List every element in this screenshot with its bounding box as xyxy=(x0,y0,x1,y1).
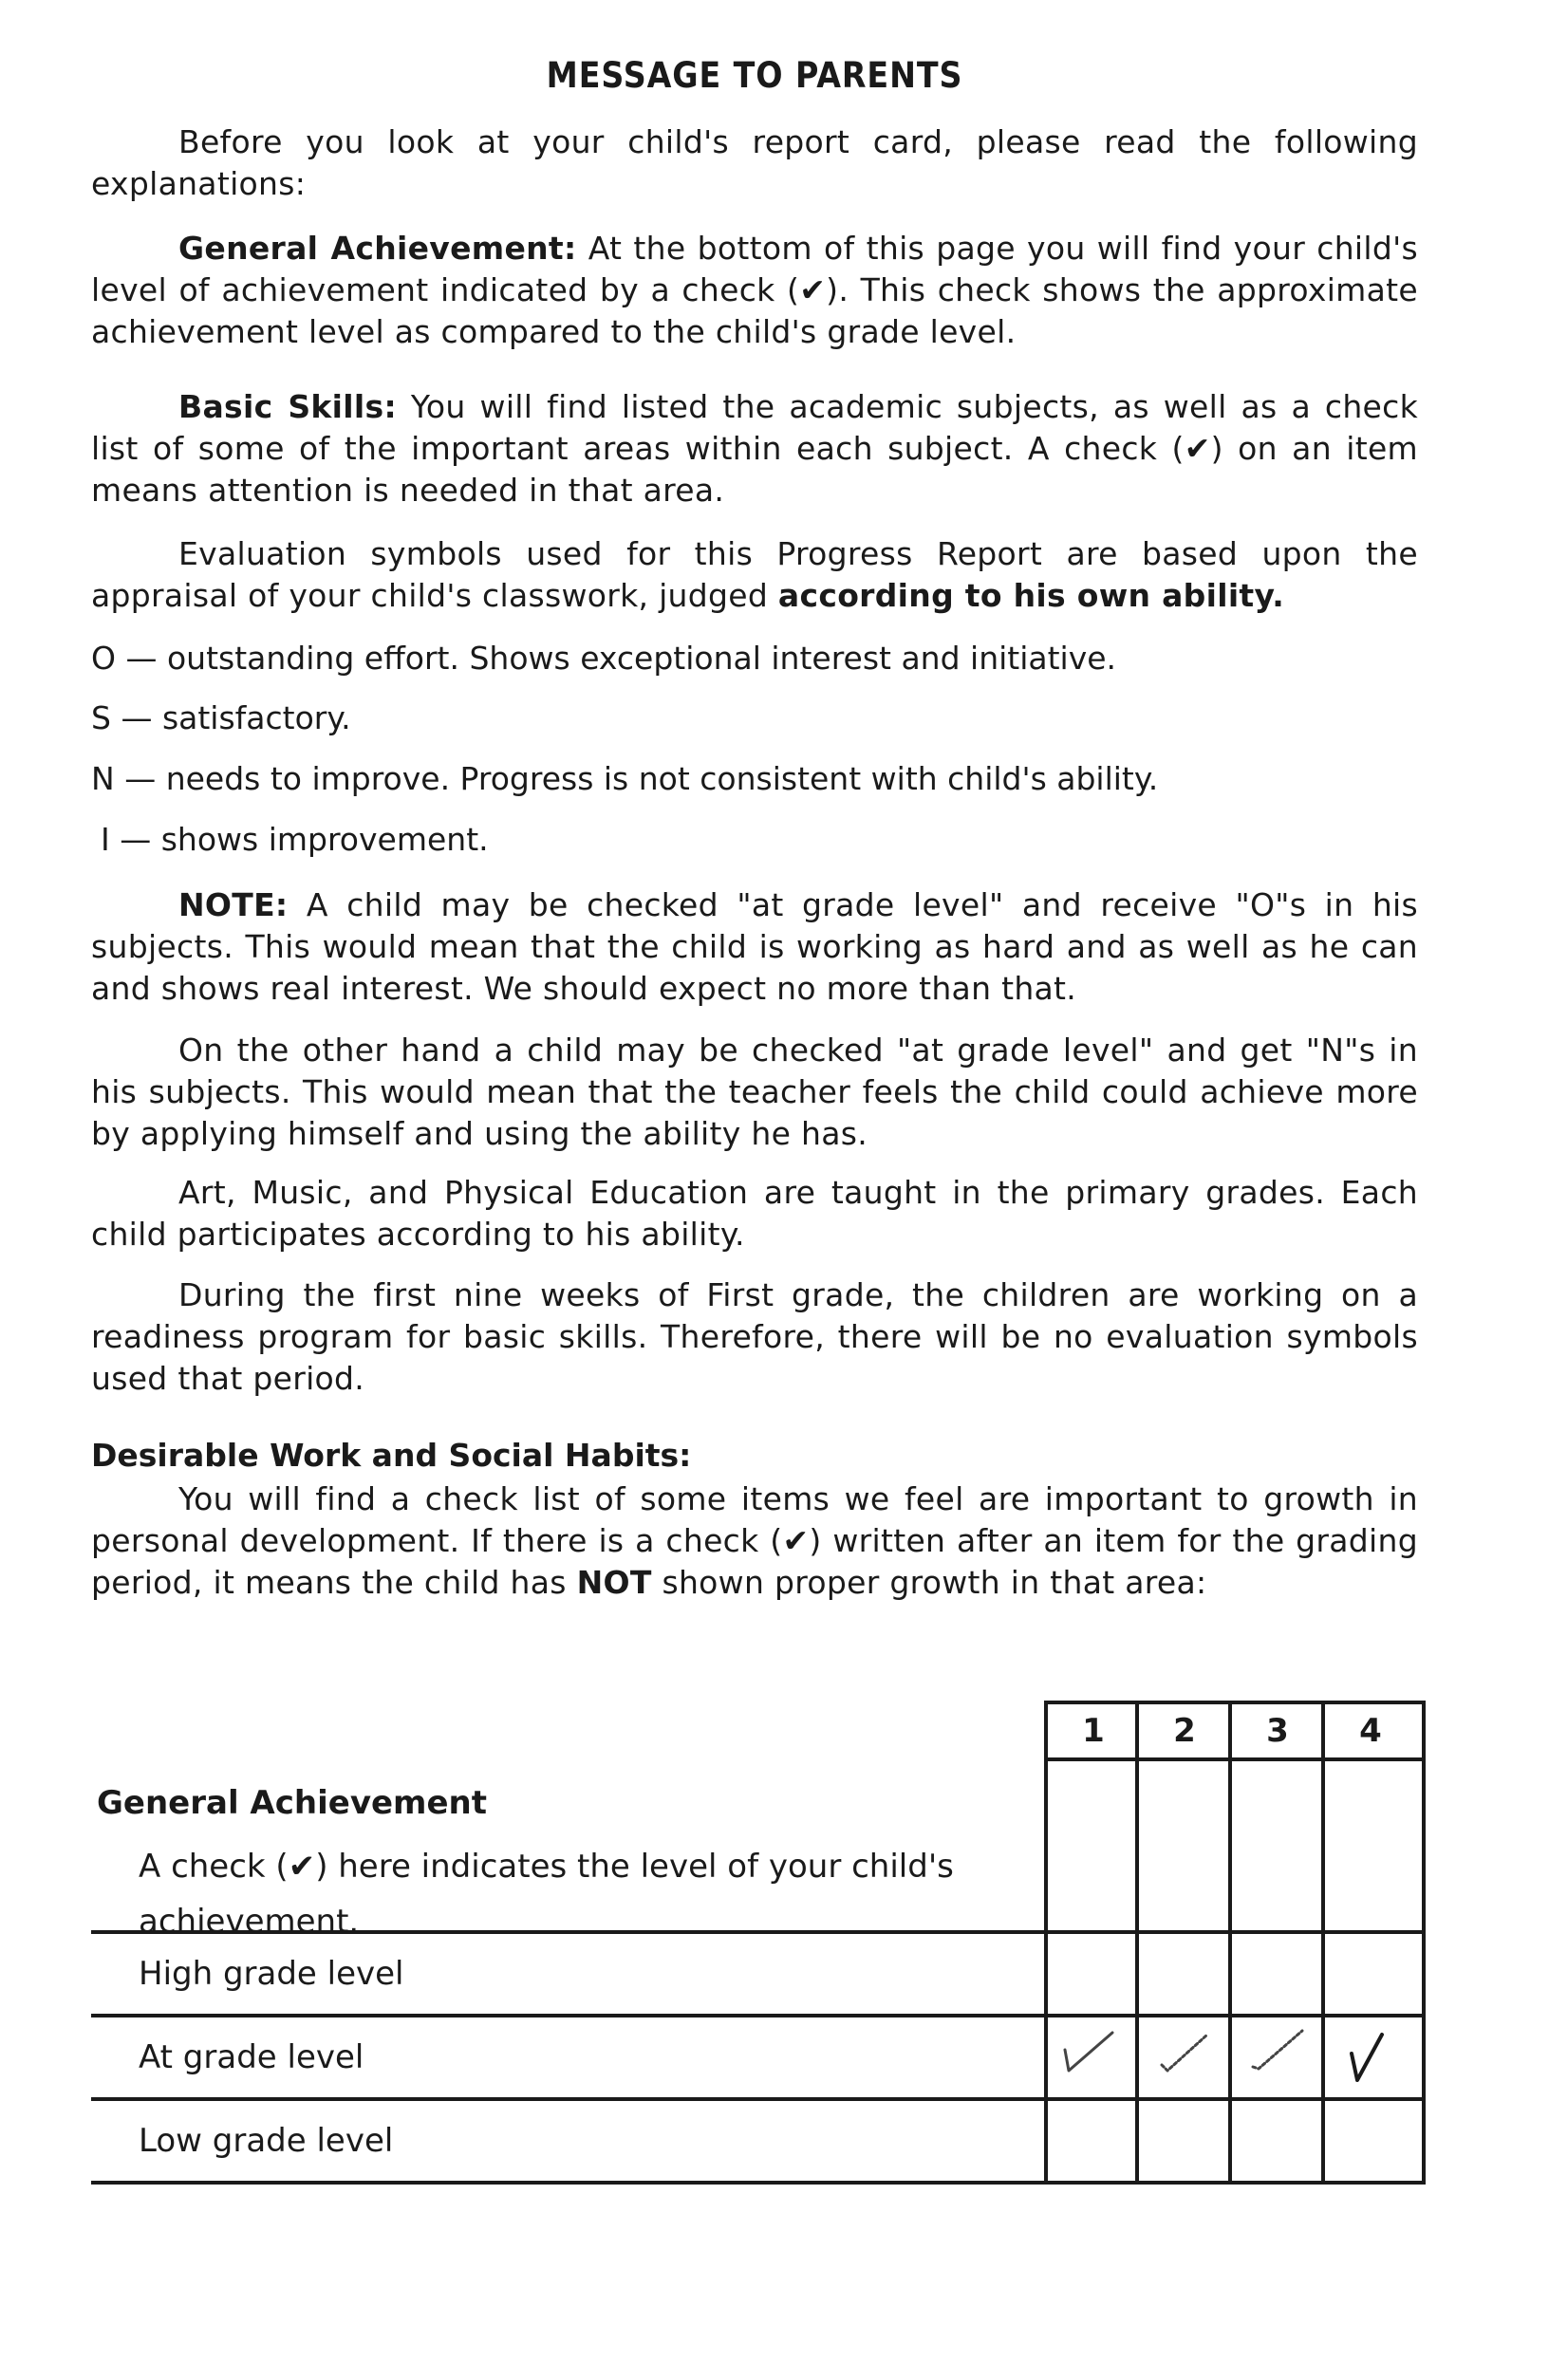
basic-skills-text-2: ) on an item means attention is needed in that area. xyxy=(91,430,1418,509)
symbol-code: I xyxy=(101,821,110,858)
basic-skills-text-1: You will find listed the academic subjects, as well as a check list of some of the important areas within each subject. A check ( xyxy=(91,388,1418,467)
basic-skills-label: Basic Skills: xyxy=(178,388,397,425)
check-stroke xyxy=(1352,2035,1382,2080)
first-nine-weeks-paragraph: During the first nine weeks of First grade, the children are working on a readiness program for basic skills. Therefore, there will be no evaluation symbols used that period. xyxy=(91,1276,1418,1397)
symbol-dash: — xyxy=(125,640,158,677)
check-mark-icon: ✔ xyxy=(799,271,827,308)
habits-text-1: You will find a check list of some items we feel are important to growth in personal development. If there is a check ( xyxy=(91,1480,1418,1559)
row-label-at-grade-level: At grade level xyxy=(139,2038,364,2076)
page-title: MESSAGE TO PARENTS xyxy=(546,55,963,96)
table-column-divider xyxy=(1044,1701,1048,2185)
general-achievement-text-2: ). This check shows the approximate achievement level as compared to the child's grade level. xyxy=(91,271,1418,350)
basic-skills-paragraph xyxy=(91,386,1418,511)
table-description xyxy=(139,1839,1021,1949)
handwritten-check-icon xyxy=(1323,2012,1414,2103)
handwritten-check-icon xyxy=(1137,2012,1228,2103)
general-achievement-text-1: At the bottom of this page you will find your child's level of achievement indicated by a check ( xyxy=(91,230,1418,308)
symbol-dash: — xyxy=(120,821,152,858)
check-mark-icon: ✔ xyxy=(782,1522,810,1559)
evaluation-text: Evaluation symbols used for this Progress Report are based upon the appraisal of your child's classwork, judged xyxy=(91,535,1418,614)
symbol-s xyxy=(91,697,351,739)
period-header-1: 1 xyxy=(1082,1712,1105,1750)
table-column-divider xyxy=(1422,1701,1426,2185)
general-achievement-label: General Achievement: xyxy=(178,230,577,267)
row-label-low-grade-level: Low grade level xyxy=(139,2122,394,2160)
table-description-text-1: A check ( xyxy=(139,1848,289,1886)
period-header-3: 3 xyxy=(1266,1712,1289,1750)
table-column-divider xyxy=(1135,1701,1139,2185)
note-paragraph xyxy=(91,884,1418,1010)
evaluation-emphasis: according to his own ability. xyxy=(777,577,1285,614)
arts-paragraph: Art, Music, and Physical Education are taught in the primary grades. Each child participates according to his ability. xyxy=(91,1174,1418,1253)
symbol-n xyxy=(91,758,1158,800)
symbol-dash: — xyxy=(124,760,157,797)
achievement-table xyxy=(91,1701,1429,2253)
table-description-text-2: ) here indicates the level of your child's achievement. xyxy=(139,1848,954,1941)
period-header-2: 2 xyxy=(1173,1712,1196,1750)
check-stroke xyxy=(1253,2031,1302,2069)
check-stroke xyxy=(1162,2035,1207,2071)
habits-emphasis: NOT xyxy=(576,1564,652,1601)
handwritten-check-icon xyxy=(1046,2012,1137,2103)
symbol-meaning: needs to improve. Progress is not consistent with child's ability. xyxy=(165,760,1159,797)
habits-paragraph xyxy=(91,1478,1418,1604)
general-achievement-paragraph xyxy=(91,228,1418,353)
symbol-code: O xyxy=(91,640,116,677)
habits-text-3: shown proper growth in that area: xyxy=(662,1564,1207,1601)
symbol-meaning: outstanding effort. Shows exceptional interest and initiative. xyxy=(166,640,1117,677)
check-mark-icon: ✔ xyxy=(288,1848,316,1886)
intro-paragraph: Before you look at your child's report card, please read the following explanations: xyxy=(91,123,1418,202)
table-column-divider xyxy=(1321,1701,1325,2185)
habits-heading: Desirable Work and Social Habits: xyxy=(91,1437,692,1474)
note-text: A child may be checked "at grade level" and receive "O"s in his subjects. This would mean that the child is working as hard and as well as he can and shows real interest. We should expect no more than that. xyxy=(91,886,1418,1007)
table-column-divider xyxy=(1228,1701,1232,2185)
table-header-divider xyxy=(1044,1757,1426,1761)
symbol-i xyxy=(101,819,489,861)
handwritten-check-icon xyxy=(1230,2012,1321,2103)
note-label: NOTE: xyxy=(178,886,289,923)
check-stroke xyxy=(1065,2033,1112,2071)
symbol-o xyxy=(91,638,1116,679)
evaluation-paragraph xyxy=(91,533,1418,617)
symbol-meaning: shows improvement. xyxy=(160,821,489,858)
table-border-top xyxy=(1044,1701,1426,1704)
row-label-high-grade-level: High grade level xyxy=(139,1955,404,1993)
check-mark-icon: ✔ xyxy=(1184,430,1211,467)
other-hand-paragraph: On the other hand a child may be checked "at grade level" and get "N"s in his subjects. This would mean that the teacher feels the child could achieve more by applying himself and using the ability he has. xyxy=(91,1032,1418,1152)
habits-text-2: ) written after an item for the grading period, it means the child has xyxy=(91,1522,1418,1601)
symbol-code: N xyxy=(91,760,115,797)
symbol-meaning: satisfactory. xyxy=(161,699,351,736)
symbol-dash: — xyxy=(121,699,153,736)
symbol-code: S xyxy=(91,699,111,736)
table-border-bottom xyxy=(91,2181,1426,2185)
table-heading: General Achievement xyxy=(97,1784,487,1822)
period-header-4: 4 xyxy=(1359,1712,1382,1750)
